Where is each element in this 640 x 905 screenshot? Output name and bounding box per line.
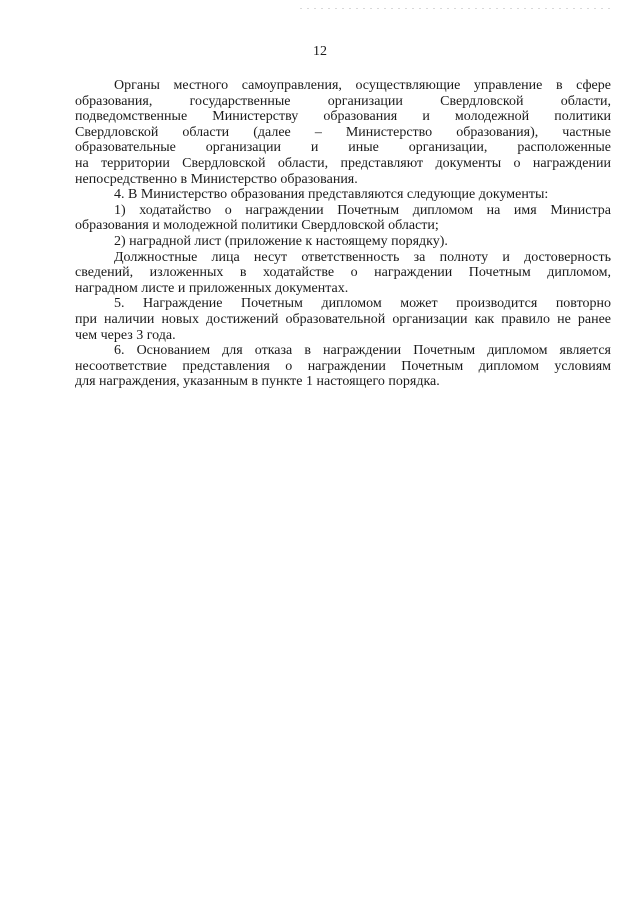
text-line: Свердловской области (далее – Министерство образования), частные — [75, 124, 611, 140]
text-line: наградном листе и приложенных документах. — [75, 280, 349, 296]
paragraph — [75, 296, 611, 343]
paragraph — [75, 187, 611, 203]
page-number: 12 — [313, 44, 327, 59]
paragraph — [75, 343, 611, 390]
text-line: для награждения, указанным в пункте 1 настоящего порядка. — [75, 374, 440, 390]
text-line: непосредственно в Министерство образования. — [75, 171, 358, 187]
text-line: Должностные лица несут ответственность за полноту и достоверность — [114, 249, 611, 265]
text-line: 4. В Министерство образования представляются следующие документы: — [114, 187, 549, 203]
paragraph — [75, 203, 611, 234]
text-line: чем через 3 года. — [75, 327, 176, 343]
document-body — [75, 78, 611, 390]
text-line: 2) наградной лист (приложение к настоящему порядку). — [114, 233, 448, 249]
text-line: подведомственные Министерству образования и молодежной политики — [75, 109, 611, 125]
text-line: 1) ходатайство о награждении Почетным дипломом на имя Министра — [114, 202, 611, 218]
paragraph — [75, 250, 611, 297]
text-line: сведений, изложенных в ходатайстве о награждении Почетным дипломом, — [75, 265, 611, 281]
text-line: при наличии новых достижений образовательной организации как правило не ранее — [75, 311, 611, 327]
scan-artifact — [300, 8, 610, 9]
text-line: несоответствие представления о награждении Почетным дипломом условиям — [75, 358, 611, 374]
text-line: 6. Основанием для отказа в награждении Почетным дипломом является — [114, 343, 611, 359]
text-line: на территории Свердловской области, представляют документы о награждении — [75, 155, 611, 171]
text-line: 5. Награждение Почетным дипломом может производится повторно — [114, 296, 611, 312]
text-line: образовательные организации и иные организации, расположенные — [75, 140, 611, 156]
paragraph — [75, 234, 611, 250]
paragraph — [75, 78, 611, 187]
text-line: образования и молодежной политики Свердловской области; — [75, 218, 439, 234]
text-line: Органы местного самоуправления, осуществляющие управление в сфере — [114, 78, 611, 93]
text-line: образования, государственные организации Свердловской области, — [75, 93, 611, 109]
